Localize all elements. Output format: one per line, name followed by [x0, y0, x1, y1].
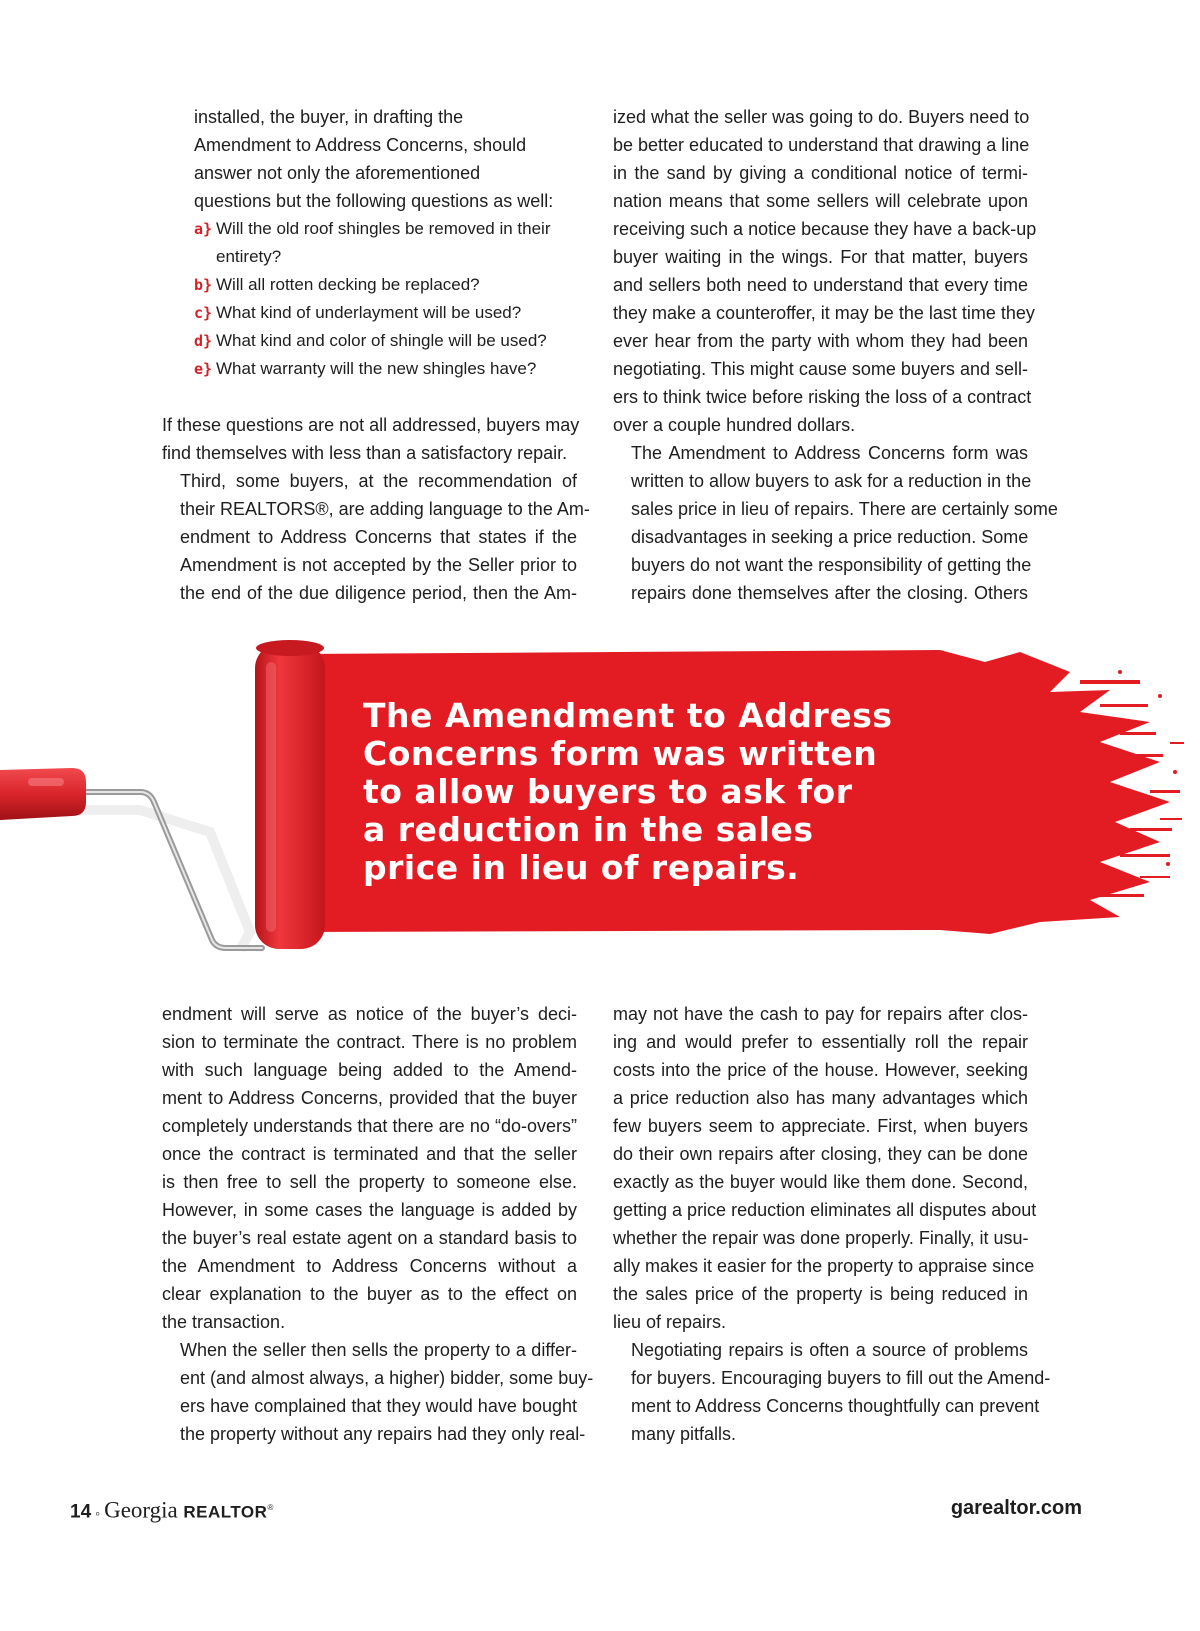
text-line: they make a counteroffer, it may be the last time they	[613, 303, 1035, 323]
column-left-top	[162, 411, 590, 607]
footer-masthead	[70, 1495, 273, 1526]
list-marker: c}	[194, 304, 213, 322]
text-line: The Amendment to Address Concerns form was	[631, 443, 1028, 463]
list-item	[194, 355, 564, 383]
text-line: However, in some cases the language is added by	[162, 1200, 577, 1220]
text-line: a price reduction also has many advantages which	[613, 1088, 1028, 1108]
list-item-text: What kind of underlayment will be used?	[216, 303, 522, 322]
list-item	[194, 299, 564, 327]
paragraph	[162, 1000, 577, 1336]
text-line: negotiating. This might cause some buyers and sell-	[613, 359, 1028, 379]
paragraph	[613, 439, 1058, 607]
roller-handle	[0, 768, 86, 820]
text-line: for buyers. Encouraging buyers to fill out the Amend-	[631, 1368, 1051, 1388]
paragraph	[162, 411, 580, 467]
text-line: is then free to sell the property to someone else.	[162, 1172, 577, 1192]
list-item-text: Will all rotten decking be replaced?	[216, 275, 480, 294]
pull-quote-line: a reduction in the sales	[363, 810, 814, 849]
text-line: Third, some buyers, at the recommendation of	[180, 471, 577, 491]
text-line: whether the repair was done properly. Finally, it usu-	[613, 1228, 1029, 1248]
text-line: may not have the cash to pay for repairs after clos-	[613, 1004, 1028, 1024]
text-line: ment to Address Concerns thoughtfully can prevent	[631, 1396, 1040, 1416]
text-line: completely understands that there are no “do-overs”	[162, 1116, 577, 1136]
text-line: the buyer’s real estate agent on a standard basis to	[162, 1228, 577, 1248]
text-line: exactly as the buyer would like them done. Second,	[613, 1172, 1028, 1192]
text-line: written to allow buyers to ask for a reduction in the	[631, 471, 1032, 491]
paragraph	[162, 1336, 594, 1448]
list-item-text: What warranty will the new shingles have?	[216, 359, 537, 378]
question-list	[194, 215, 564, 383]
text-line: endment will serve as notice of the buyer’s deci-	[162, 1004, 577, 1024]
list-item-text: Will the old roof shingles be removed in their entirety?	[216, 219, 551, 266]
page-number: 14	[70, 1501, 92, 1523]
text-line: ized what the seller was going to do. Buyers need to	[613, 107, 1030, 127]
text-line: with such language being added to the Amend-	[162, 1060, 577, 1080]
paragraph	[613, 103, 1037, 439]
roller-cylinder	[255, 644, 325, 949]
pull-quote-line: to allow buyers to ask for	[363, 772, 853, 811]
text-line: in the sand by giving a conditional notice of termi-	[613, 163, 1028, 183]
text-line: be better educated to understand that drawing a line	[613, 135, 1030, 155]
column-right-top	[613, 103, 1058, 607]
pull-quote-line: price in lieu of repairs.	[363, 848, 800, 887]
text-line: find themselves with less than a satisfactory repair.	[162, 443, 568, 463]
text-line: and sellers both need to understand that every time	[613, 275, 1028, 295]
text-line: sales price in lieu of repairs. There are certainly some	[631, 499, 1058, 519]
list-marker: d}	[194, 332, 213, 350]
list-item	[194, 327, 564, 355]
text-line: do their own repairs after closing, they can be done	[613, 1144, 1028, 1164]
text-line: endment to Address Concerns that states if the	[180, 527, 577, 547]
text-line: lieu of repairs.	[613, 1312, 727, 1332]
text-line: sion to terminate the contract. There is no problem	[162, 1032, 577, 1052]
list-marker: a}	[194, 220, 213, 238]
pull-quote-line: Concerns form was written	[363, 734, 878, 773]
list-item	[194, 215, 564, 271]
text-line: the sales price of the property is being reduced in	[613, 1284, 1028, 1304]
text-line: the property without any repairs had they only real-	[180, 1424, 586, 1444]
text-line: the transaction.	[162, 1312, 286, 1332]
pull-quote-line: The Amendment to Address	[363, 696, 893, 735]
text-line: costs into the price of the house. However, seeking	[613, 1060, 1028, 1080]
registered-mark: ®	[267, 1503, 274, 1512]
text-line: once the contract is terminated and that the seller	[162, 1144, 577, 1164]
text-line: receiving such a notice because they have a back-up	[613, 219, 1037, 239]
text-line: many pitfalls.	[631, 1424, 737, 1444]
list-item	[194, 271, 564, 299]
paragraph	[613, 1336, 1051, 1448]
text-line: the Amendment to Address Concerns without a	[162, 1256, 577, 1276]
text-line: ally makes it easier for the property to appraise since	[613, 1256, 1035, 1276]
text-line: ers to think twice before risking the loss of a contract	[613, 387, 1032, 407]
text-line: ers have complained that they would have bought	[180, 1396, 577, 1416]
text-line: Amendment is not accepted by the Seller prior to	[180, 555, 577, 575]
paragraph	[613, 1000, 1037, 1336]
list-marker: e}	[194, 360, 213, 378]
text-line: buyer waiting in the wings. For that matter, buyers	[613, 247, 1028, 267]
paragraph	[162, 467, 590, 607]
text-line: repairs done themselves after the closing. Others	[631, 583, 1028, 603]
text-line: If these questions are not all addressed, buyers may	[162, 415, 580, 435]
magazine-name-bold: REALTOR	[183, 1502, 268, 1522]
text-line: ent (and almost always, a higher) bidder, some buy-	[180, 1368, 594, 1388]
text-line: their REALTORS®, are adding language to the Am-	[180, 499, 590, 519]
text-line: getting a price reduction eliminates all disputes about	[613, 1200, 1037, 1220]
text-line: over a couple hundred dollars.	[613, 415, 856, 435]
text-line: few buyers seem to appreciate. First, when buyers	[613, 1116, 1028, 1136]
website-link[interactable]: garealtor.com	[950, 1497, 1082, 1519]
intro-paragraph	[194, 103, 554, 215]
column-left-bottom	[162, 1000, 594, 1448]
text-line: ever hear from the party with whom they had been	[613, 331, 1028, 351]
intro-text: installed, the buyer, in drafting the Amendment to Address Concerns, should answer not only the aforementioned questions but the following questions as well:	[194, 107, 554, 211]
text-line: the end of the due diligence period, then the Am-	[180, 583, 577, 603]
list-item-text: What kind and color of shingle will be used?	[216, 331, 547, 350]
text-line: clear explanation to the buyer as to the effect on	[162, 1284, 577, 1304]
text-line: ment to Address Concerns, provided that the buyer	[162, 1088, 577, 1108]
list-marker: b}	[194, 276, 213, 294]
text-line: When the seller then sells the property to a differ-	[180, 1340, 577, 1360]
text-line: ing and would prefer to essentially roll the repair	[613, 1032, 1028, 1052]
text-line: buyers do not want the responsibility of getting the	[631, 555, 1032, 575]
footer-separator: ◦	[95, 1504, 101, 1521]
pull-quote	[363, 697, 983, 887]
text-line: Negotiating repairs is often a source of problems	[631, 1340, 1028, 1360]
text-line: nation means that some sellers will celebrate upon	[613, 191, 1028, 211]
text-line: disadvantages in seeking a price reduction. Some	[631, 527, 1029, 547]
magazine-name: Georgia	[104, 1497, 178, 1523]
column-right-bottom	[613, 1000, 1051, 1448]
